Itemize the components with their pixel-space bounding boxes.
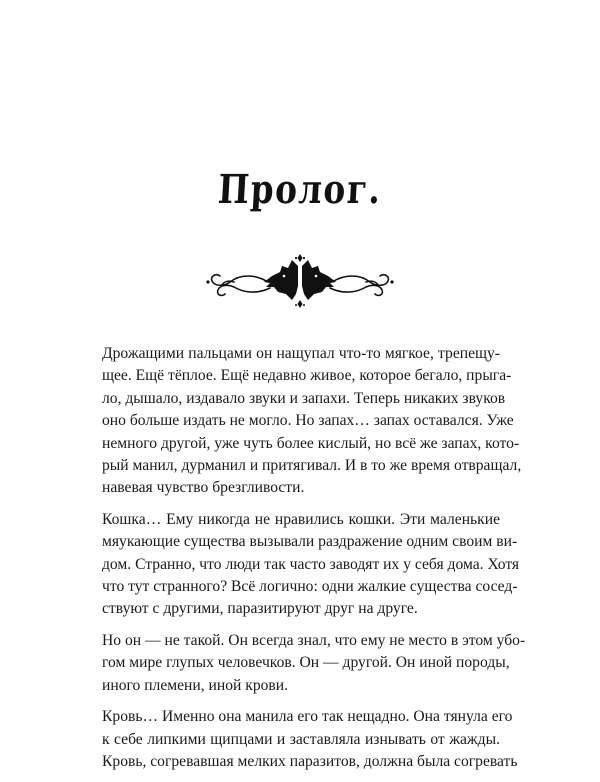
chapter-text bbox=[102, 343, 526, 782]
text-line: Дрожащими пальцами он нащупал что-то мягкое, трепещу- bbox=[102, 345, 500, 362]
text-line: мяукающие существа вызывали раздражение одним своим ви- bbox=[102, 533, 518, 551]
text-line: Но он — не такой. Он всегда знал, что ему не место в этом убо- bbox=[102, 631, 526, 649]
paragraph-2 bbox=[102, 509, 520, 621]
text-line: щее. Ещё тёплое. Ещё недавно живое, которое бегало, прыга- bbox=[102, 367, 512, 385]
text-line: иного племени, иной крови. bbox=[102, 676, 289, 694]
text-line: дом. Странно, что люди так часто заводят их у себя дома. Хотя bbox=[102, 555, 520, 573]
text-line: что тут странного? Всё логично: одни жалкие существа сосед- bbox=[102, 578, 518, 596]
text-line: ло, дышало, издавало звуки и запахи. Теперь никаких звуков bbox=[102, 389, 506, 407]
text-line: гом мире глупых человечков. Он — другой. Он иной породы, bbox=[102, 654, 510, 672]
paragraph-3 bbox=[102, 630, 526, 697]
paragraph-1 bbox=[102, 343, 522, 500]
text-line: Кровь… Именно она манила его так нещадно. Она тянула его bbox=[102, 708, 513, 726]
wolf-ornament-icon bbox=[200, 252, 400, 312]
text-line: Кошка… Ему никогда не нравились кошки. Эти маленькие bbox=[102, 510, 500, 528]
text-line: навевая чувство брезгливости. bbox=[102, 479, 305, 497]
text-line: немного другой, уже чуть более кислый, но всё же запах, кото- bbox=[102, 434, 520, 452]
chapter-title: Пролог. bbox=[216, 166, 384, 213]
text-line: к себе липкими щипцами и заставляла изнывать от жажды. bbox=[102, 730, 500, 748]
text-line: Кровь, согревавшая мелких паразитов, должна была согревать bbox=[102, 752, 518, 770]
text-line: ствуют с другими, паразитируют друг на друге. bbox=[102, 600, 418, 618]
paragraph-4 bbox=[102, 706, 518, 773]
text-line: оно больше издать не могло. Но запах… запах оставался. Уже bbox=[102, 412, 514, 430]
text-line: рый манил, дурманил и притягивал. И в то же время отвращал, bbox=[102, 457, 522, 475]
